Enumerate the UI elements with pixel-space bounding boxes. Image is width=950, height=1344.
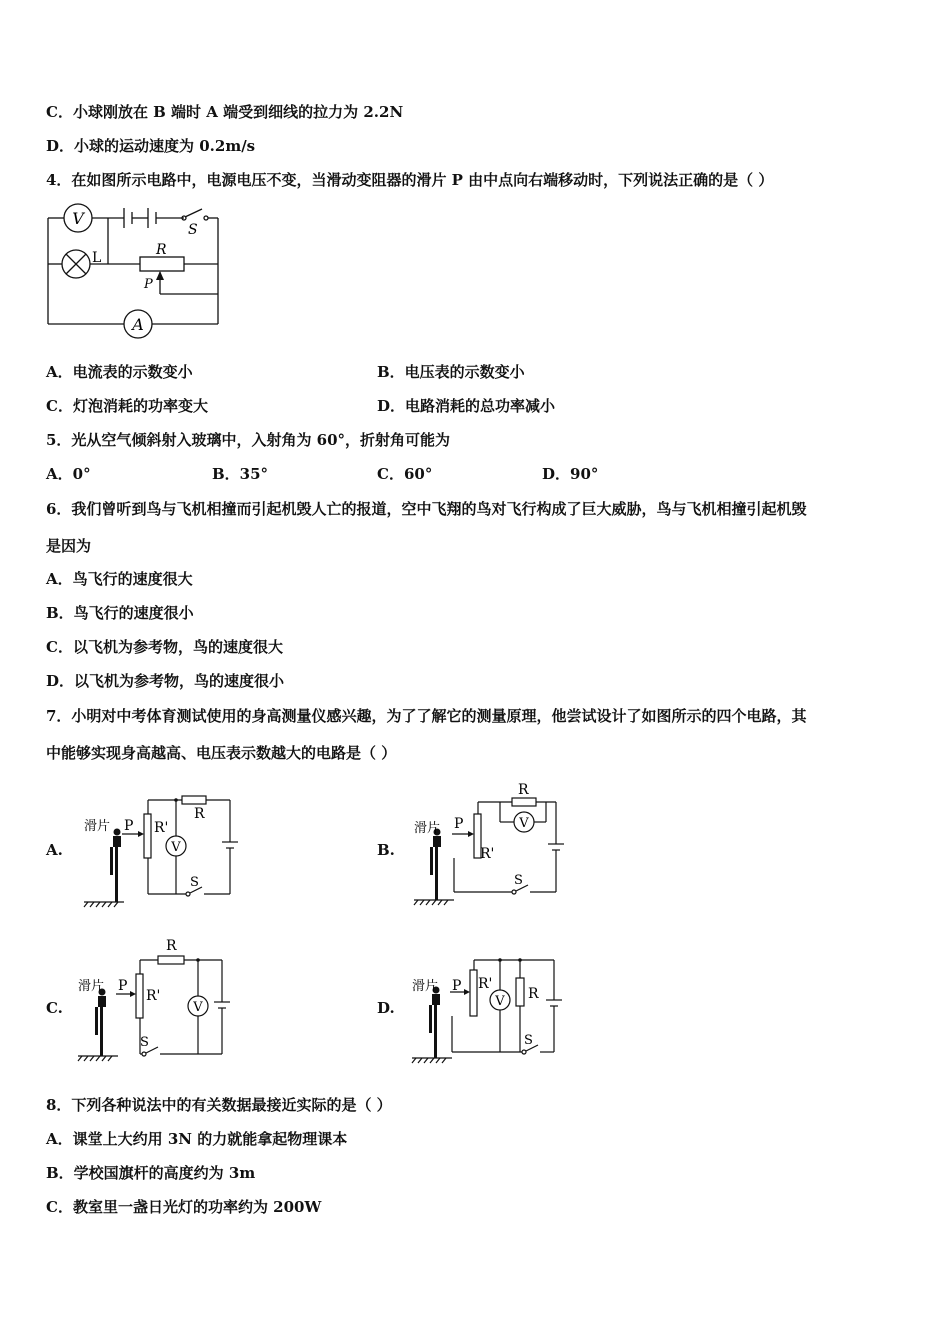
q7c-slider-text: 滑片	[78, 979, 105, 994]
q4-lamp-label: L	[92, 250, 102, 266]
q7-option-b-label: B.	[377, 841, 395, 859]
q5-stem: 5．光从空气倾斜射入玻璃中，入射角为 60°，折射角可能为	[46, 431, 451, 449]
q7a-slider-text: 滑片	[84, 819, 111, 834]
q4-option-d: D．电路消耗的总功率减小	[377, 397, 556, 415]
q6-option-b: B．鸟飞行的速度很小	[46, 604, 194, 622]
q6-option-d: D．以飞机为参考物，鸟的速度很小	[46, 672, 285, 690]
q4-option-b: B．电压表的示数变小	[377, 363, 525, 381]
q5-option-c: C．60°	[377, 465, 433, 483]
q7c-p-label: P	[118, 978, 128, 994]
q7c-r-label: R	[166, 938, 177, 954]
q8-option-c: C．教室里一盏日光灯的功率约为 200W	[46, 1198, 322, 1216]
q8-option-b: B．学校国旗杆的高度约为 3m	[46, 1164, 256, 1182]
q7c-s-label: S	[140, 1035, 149, 1050]
q7a-v-label: V	[171, 840, 181, 855]
q7d-rprime-label: R'	[478, 976, 493, 992]
q5-option-b: B．35°	[212, 465, 269, 483]
q7b-s-label: S	[514, 873, 523, 888]
q7c-v-label: V	[193, 1000, 203, 1015]
q6-stem-line2: 是因为	[46, 537, 92, 555]
q7-option-a-label: A.	[46, 841, 63, 859]
q7b-rprime-label: R'	[480, 846, 495, 862]
q7b-r-label: R	[518, 782, 529, 798]
q7-stem-line1: 7．小明对中考体育测试使用的身高测量仪感兴趣，为了了解它的测量原理，他尝试设计了如图所示的四个电路，其	[46, 707, 807, 725]
q7-circuit-a	[82, 792, 252, 907]
q7-option-d-label: D.	[377, 999, 395, 1017]
q3-option-c: C．小球刚放在 B 端时 A 端受到细线的拉力为 2.2N	[46, 103, 404, 121]
q6-option-c: C．以飞机为参考物，鸟的速度很大	[46, 638, 283, 656]
q5-option-a: A．0°	[46, 465, 91, 483]
q4-option-c: C．灯泡消耗的功率变大	[46, 397, 208, 415]
q7-circuit-d	[410, 954, 580, 1064]
q4-voltmeter-label: V	[72, 209, 84, 228]
q4-switch-label: S	[188, 222, 198, 238]
q8-option-a: A．课堂上大约用 3N 的力就能拿起物理课本	[46, 1130, 348, 1148]
q7d-r-label: R	[528, 986, 539, 1002]
q7b-v-label: V	[519, 816, 529, 831]
q7a-rprime-label: R'	[154, 820, 169, 836]
q7a-s-label: S	[190, 875, 199, 890]
q7c-rprime-label: R'	[146, 988, 161, 1004]
q4-slider-label: P	[144, 277, 153, 292]
q7d-p-label: P	[452, 978, 462, 994]
q3-option-d: D．小球的运动速度为 0.2m/s	[46, 137, 256, 155]
q4-circuit-figure	[44, 200, 224, 334]
q7-stem-line2: 中能够实现身高越高、电压表示数越大的电路是（ ）	[46, 744, 397, 762]
q4-stem: 4．在如图所示电路中，电源电压不变，当滑动变阻器的滑片 P 由中点向右端移动时，下列说法正确的是（ ）	[46, 171, 774, 189]
q7b-p-label: P	[454, 816, 464, 832]
q6-option-a: A．鸟飞行的速度很大	[46, 570, 193, 588]
q7d-slider-text: 滑片	[412, 979, 439, 994]
q5-option-d: D．90°	[542, 465, 599, 483]
q4-ammeter-label: A	[132, 315, 144, 334]
q4-option-a: A．电流表的示数变小	[46, 363, 193, 381]
q6-stem-line1: 6．我们曾听到鸟与飞机相撞而引起机毁人亡的报道，空中飞翔的鸟对飞行构成了巨大威胁，鸟与飞机相撞引起机毁	[46, 500, 807, 518]
q7b-slider-text: 滑片	[414, 821, 441, 836]
q7d-v-label: V	[495, 994, 505, 1009]
q7a-r-label: R	[194, 806, 205, 822]
q7a-p-label: P	[124, 818, 134, 834]
q4-resistor-label: R	[156, 242, 167, 258]
q7-circuit-b	[412, 782, 582, 907]
q8-stem: 8．下列各种说法中的有关数据最接近实际的是（ ）	[46, 1096, 392, 1114]
q7d-s-label: S	[524, 1033, 533, 1048]
q7-option-c-label: C.	[46, 999, 63, 1017]
q7-circuit-c	[76, 936, 246, 1061]
